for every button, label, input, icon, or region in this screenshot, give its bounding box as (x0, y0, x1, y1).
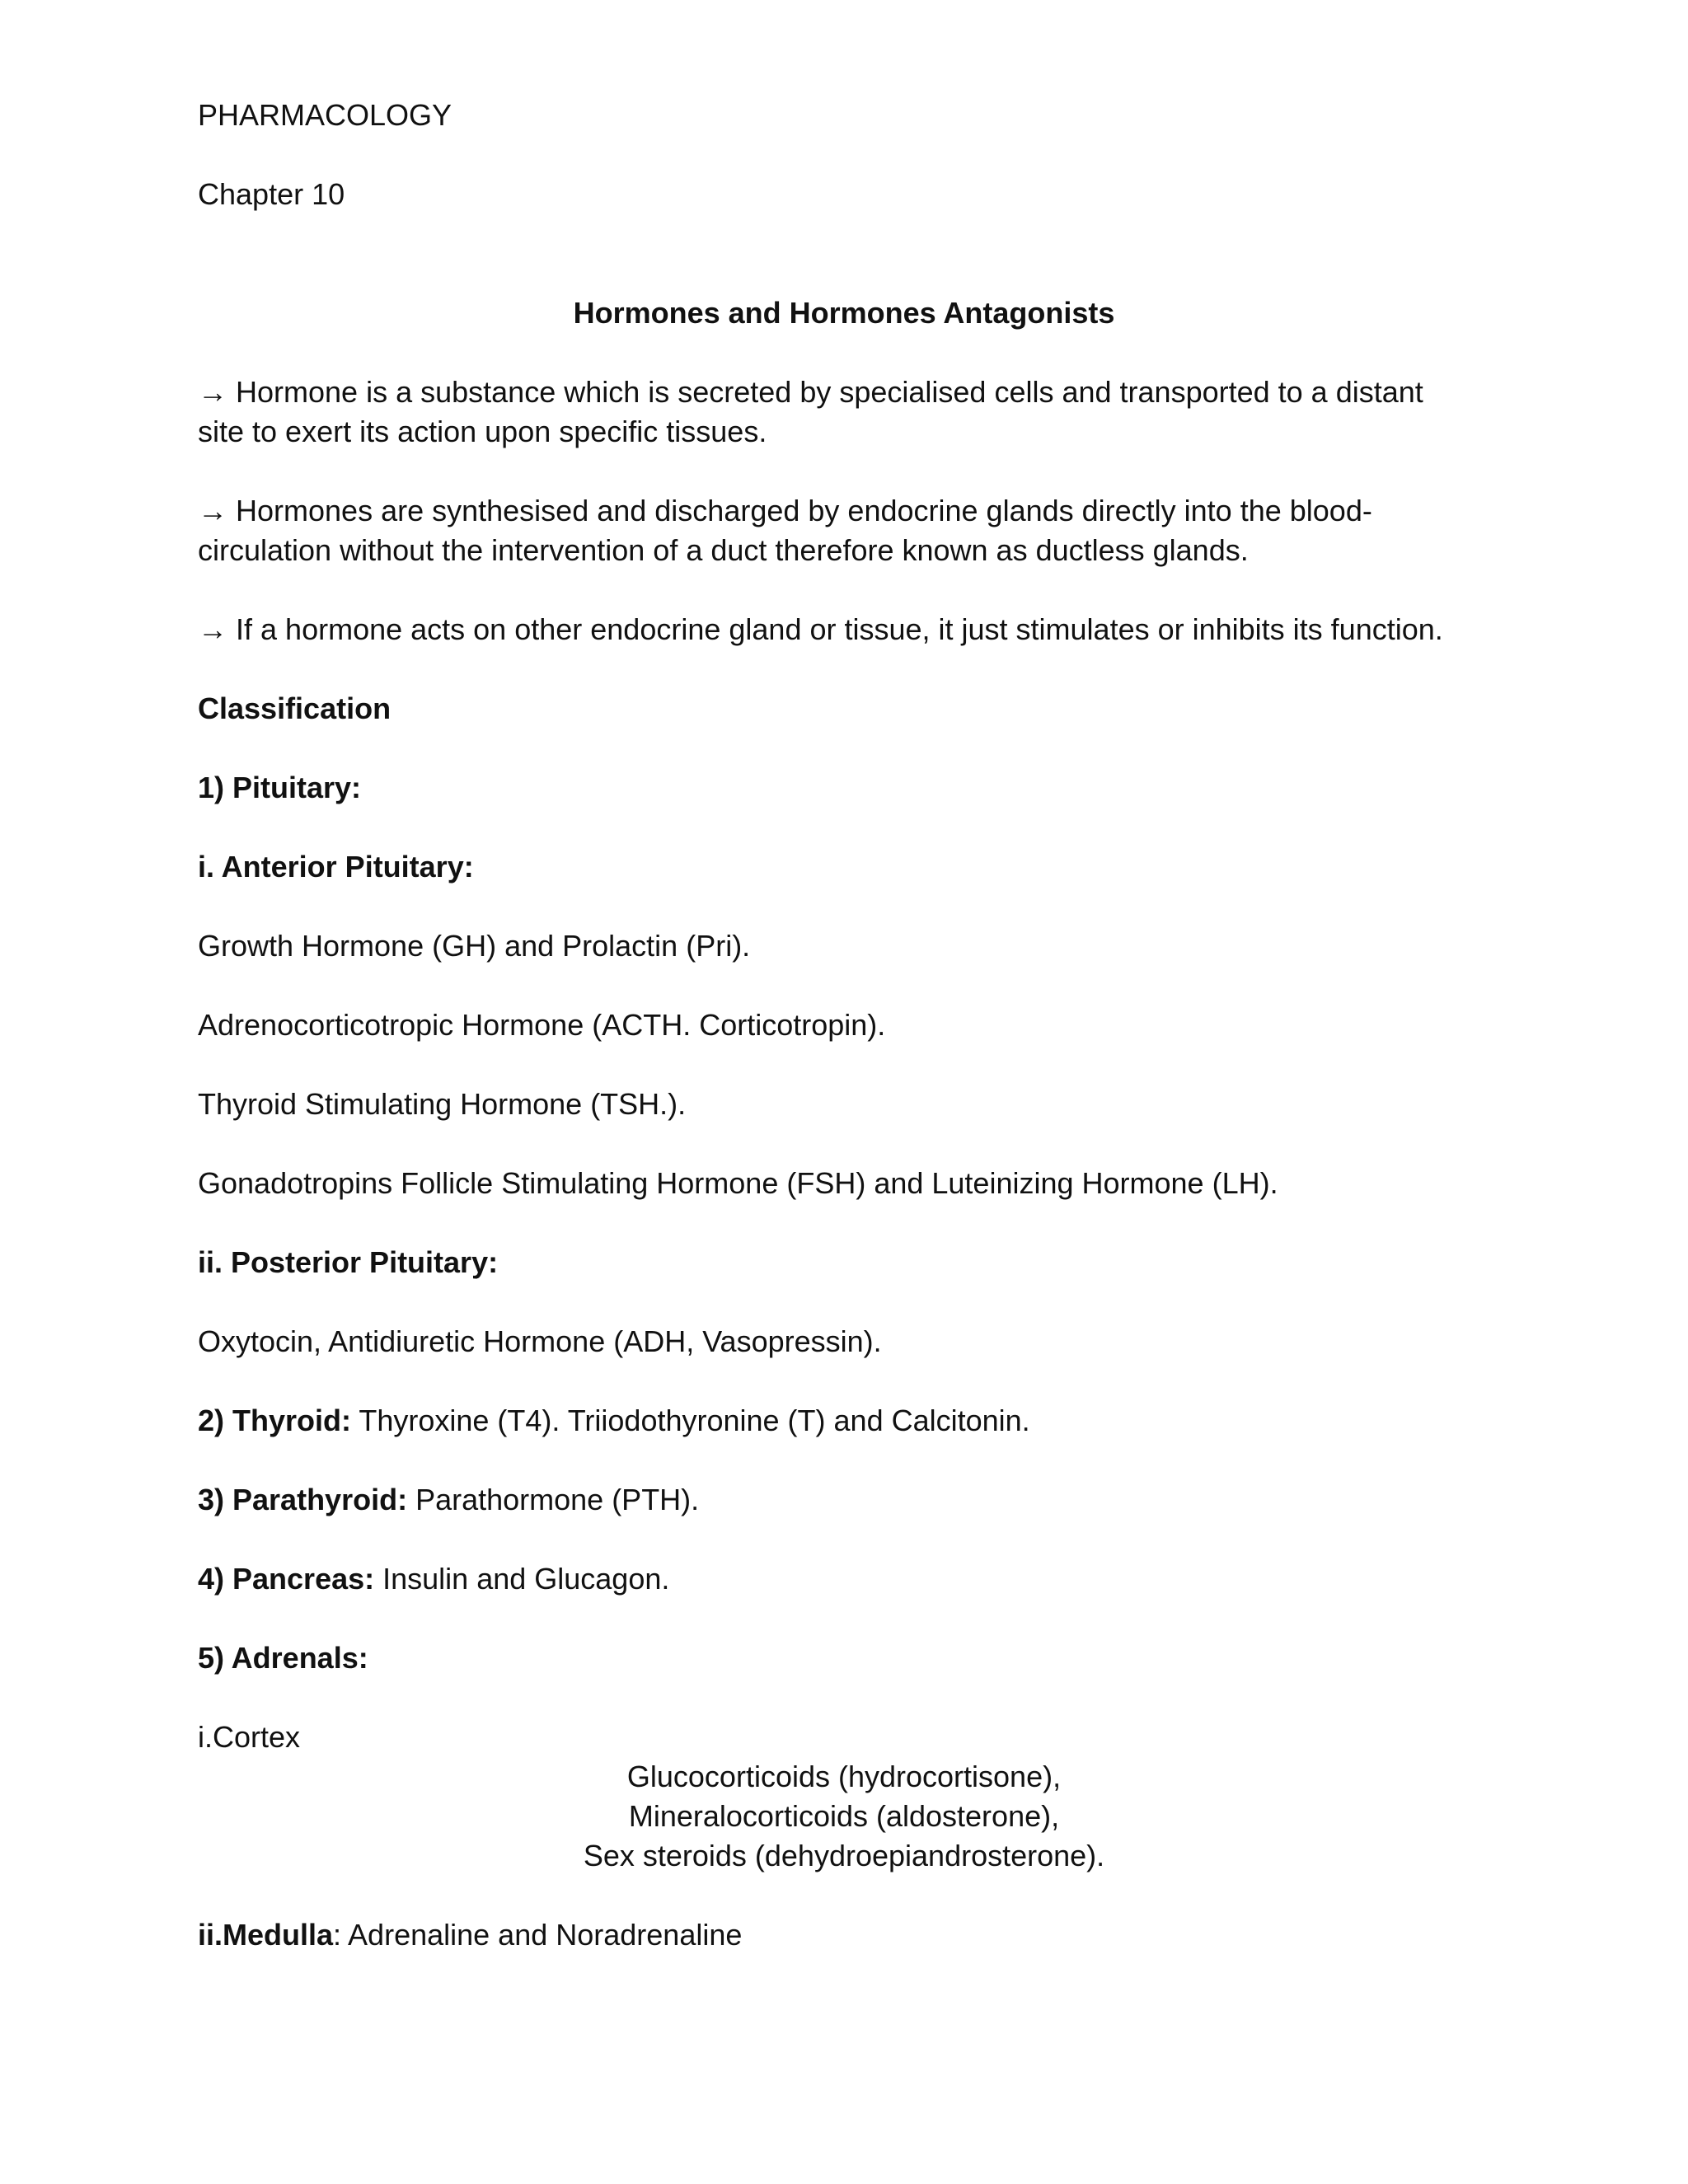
intro-paragraph-3: → If a hormone acts on other endocrine gland or tissue, it just stimulates or inhibits its function. (198, 610, 1490, 649)
pituitary-heading: 1) Pituitary: (198, 771, 362, 804)
subject-header: PHARMACOLOGY (198, 98, 452, 132)
intro-paragraph-1-line-2: site to exert its action upon specific tissues. (198, 415, 767, 448)
medulla-entry (198, 1915, 1490, 1955)
pancreas-label: 4) Pancreas: (198, 1562, 375, 1596)
pancreas-entry (198, 1559, 1490, 1599)
thyroid-entry (198, 1401, 1490, 1441)
parathyroid-text: Parathormone (PTH). (407, 1483, 700, 1516)
medulla-text: : Adrenaline and Noradrenaline (333, 1918, 743, 1952)
parathyroid-entry (198, 1480, 1490, 1520)
cortex-label: i.Cortex (198, 1720, 301, 1754)
medulla-label: ii.Medulla (198, 1918, 334, 1952)
thyroid-text: Thyroxine (T4). Triiodothyronine (T) and Calcitonin. (351, 1404, 1030, 1437)
anterior-item-acth: Adrenocorticotropic Hormone (ACTH. Corticotropin). (198, 1008, 886, 1042)
intro-paragraph-2-line-2: circulation without the intervention of a duct therefore known as ductless glands. (198, 533, 1249, 567)
arrow-icon: → (198, 612, 227, 646)
parathyroid-label: 3) Parathyroid: (198, 1483, 408, 1516)
posterior-pituitary-heading: ii. Posterior Pituitary: (198, 1245, 499, 1279)
anterior-item-gh: Growth Hormone (GH) and Prolactin (Pri). (198, 929, 751, 963)
cortex-item-glucocorticoids: Glucocorticoids (hydrocortisone), (626, 1760, 1062, 1793)
chapter-label: Chapter 10 (198, 177, 345, 211)
classification-heading: Classification (198, 691, 392, 725)
cortex-item-sex-steroids: Sex steroids (dehydroepiandrosterone). (583, 1839, 1105, 1872)
adrenals-heading: 5) Adrenals: (198, 1641, 368, 1675)
arrow-icon: → (198, 375, 227, 409)
intro-paragraph-1-line-1: → Hormone is a substance which is secreted by specialised cells and transported to a distant (198, 373, 1490, 412)
anterior-pituitary-heading: i. Anterior Pituitary: (198, 850, 474, 883)
cortex-item-mineralocorticoids: Mineralocorticoids (aldosterone), (628, 1799, 1060, 1833)
intro-paragraph-2-line-1: → Hormones are synthesised and discharged by endocrine glands directly into the blood- (198, 491, 1490, 531)
document-title: Hormones and Hormones Antagonists (573, 296, 1115, 330)
posterior-item-oxytocin: Oxytocin, Antidiuretic Hormone (ADH, Vasopressin). (198, 1324, 882, 1358)
pancreas-text: Insulin and Glucagon. (374, 1562, 670, 1596)
anterior-item-gonadotropins: Gonadotropins Follicle Stimulating Hormone (FSH) and Luteinizing Hormone (LH). (198, 1166, 1278, 1200)
arrow-icon: → (198, 494, 227, 527)
thyroid-label: 2) Thyroid: (198, 1404, 351, 1437)
anterior-item-tsh: Thyroid Stimulating Hormone (TSH.). (198, 1087, 687, 1121)
